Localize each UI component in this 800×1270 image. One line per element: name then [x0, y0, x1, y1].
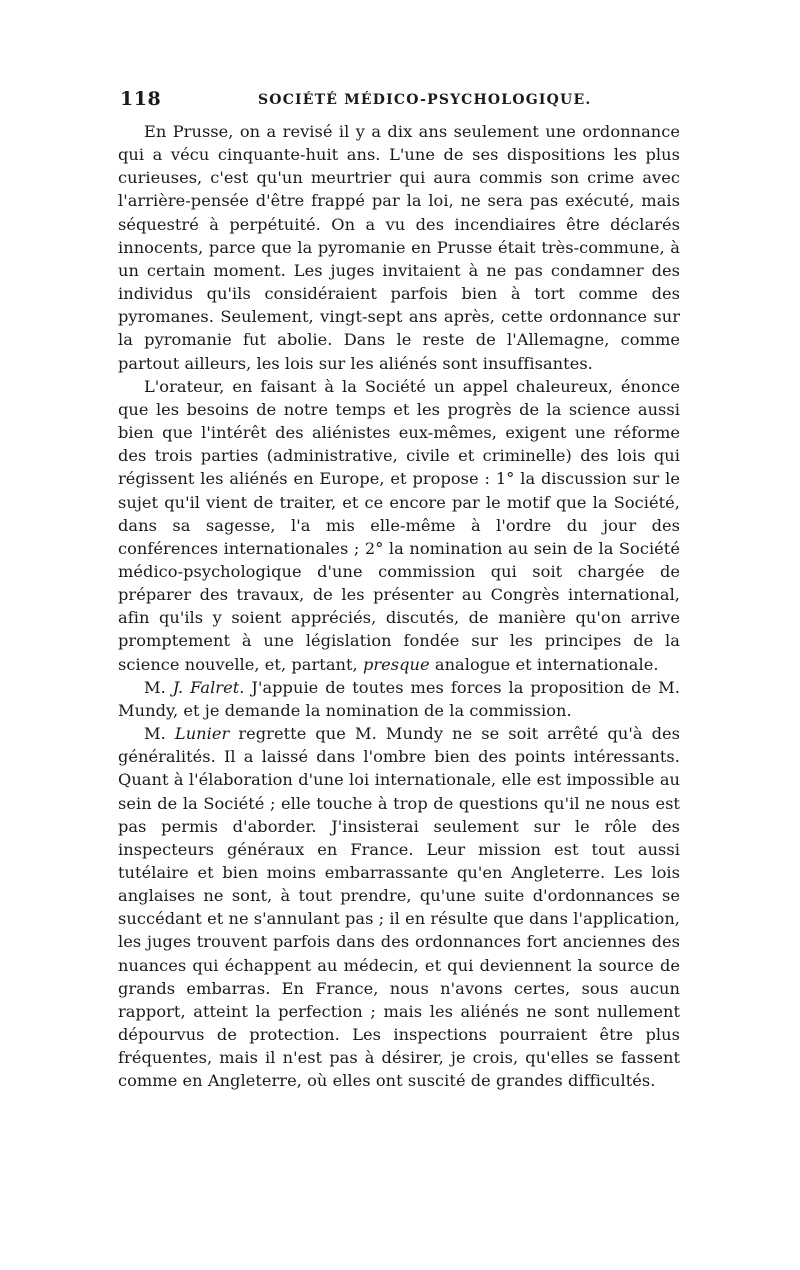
- italic-word: presque: [362, 654, 430, 674]
- paragraph-text: analogue et internationale.: [429, 654, 659, 674]
- paragraph: [118, 722, 680, 1093]
- book-page: [118, 88, 680, 1093]
- speaker-prefix: M.: [144, 677, 173, 697]
- speaker-prefix: M.: [144, 724, 175, 744]
- paragraph: [118, 120, 680, 375]
- speaker-name: J. Falret: [172, 677, 240, 697]
- page-number: 118: [120, 88, 162, 110]
- paragraph: [118, 676, 680, 722]
- paragraph-text: regrette que M. Mundy ne se soit arrêté qu'à des généralités. Il a laissé dans l'ombre bien des points intéressants. Quant à l'élaboration d'une loi internationale, elle est impossible au sein de la Société ; elle touche à trop de questions qu'il ne nous est pas permis d'aborder. J'insisterai seulement sur le rôle des inspecteurs généraux en France. Leur mission est tout aussi tutélaire et bien moins embarrassante qu'en Angleterre. Les lois anglaises ne sont, à tout prendre, qu'une suite d'ordonnances se succédant et ne s'annulant pas ; il en résulte que dans l'application, les juges trouvent parfois dans des ordonnances fort anciennes des nuances qui échappent au médecin, et qui deviennent la source de grands embarras. En France, nous n'avons certes, sous aucun rapport, atteint la perfection ; mais les aliénés ne sont nullement dépourvus de protection. Les inspections pourraient être plus fréquentes, mais il n'est pas à désirer, je crois, qu'elles se fassent comme en Angleterre, où elles ont suscité de grandes difficultés.: [118, 724, 680, 1091]
- paragraph-text: . J'appuie de toutes mes forces la proposition de M. Mundy, et je demande la nomination de la commission.: [118, 677, 680, 720]
- page-header: [118, 88, 680, 118]
- paragraph-text: L'orateur, en faisant à la Société un appel chaleureux, énonce que les besoins de notre temps et les progrès de la science aussi bien que l'intérêt des aliénistes eux-mêmes, exigent une réforme des trois parties (administrative, civile et criminelle) des lois qui régissent les aliénés en Europe, et propose : 1° la discussion sur le sujet qu'il vient de traiter, et ce encore par le motif que la Société, dans sa sagesse, l'a mis elle-même à l'ordre du jour des conférences internationales ; 2° la nomination au sein de la Société médico-psychologique d'une commission qui soit chargée de préparer des travaux, de les présenter au Congrès international, afin qu'ils y soient appréciés, discutés, de manière qu'on arrive promptement à une législation fondée sur les principes de la science nouvelle, et, partant,: [118, 376, 680, 674]
- running-head: SOCIÉTÉ MÉDICO-PSYCHOLOGIQUE.: [258, 92, 592, 108]
- body-text: [118, 120, 680, 1093]
- paragraph: [118, 375, 680, 676]
- paragraph-text: En Prusse, on a revisé il y a dix ans seulement une ordonnance qui a vécu cinquante-huit ans. L'une de ses dispositions les plus curieuses, c'est qu'un meurtrier qui aura commis son crime avec l'arrière-pensée d'être frappé par la loi, ne sera pas exécuté, mais séquestré à perpétuité. On a vu des incendiaires être déclarés innocents, parce que la pyromanie en Prusse était très-commune, à un certain moment. Les juges invitaient à ne pas condamner des individus qu'ils considéraient parfois bien à tort comme des pyromanes. Seulement, vingt-sept ans après, cette ordonnance sur la pyromanie fut abolie. Dans le reste de l'Allemagne, comme partout ailleurs, les lois sur les aliénés sont insuffisantes.: [118, 122, 680, 373]
- speaker-name: Lunier: [174, 724, 230, 744]
